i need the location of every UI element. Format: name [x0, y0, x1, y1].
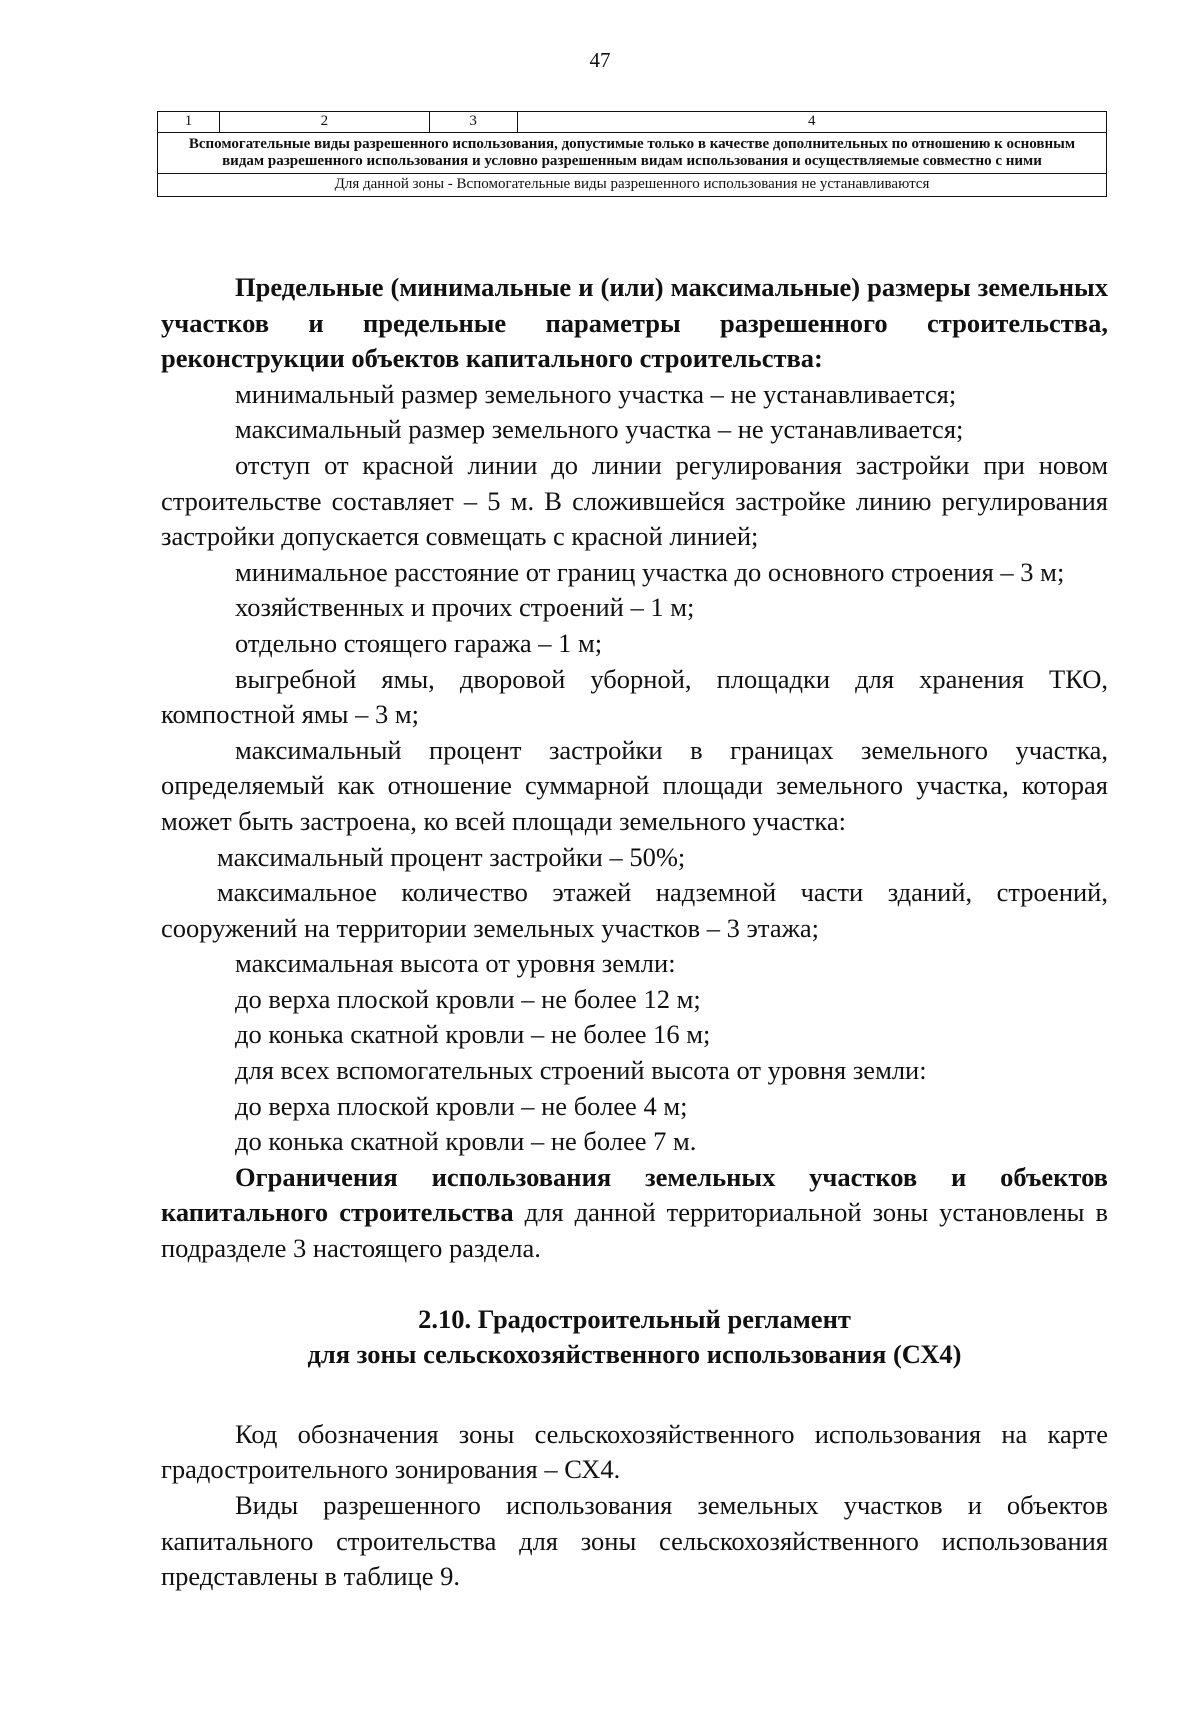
column-number-4: 4: [517, 112, 1106, 133]
max-height-title: максимальная высота от уровня земли:: [235, 948, 676, 979]
section-title-line1: 2.10. Градостроительный регламент: [418, 1303, 851, 1334]
max-coverage-definition: максимальный процент застройки в границах земельного участка, определяемый как отношение суммарной площади земельного участка, которая может быть застроена, ко всей площади земельного участка:: [161, 734, 1108, 836]
page-number: 47: [589, 48, 611, 72]
cesspit-distance: выгребной ямы, дворовой уборной, площадки для хранения ТКО, компостной ямы – 3 м;: [161, 663, 1108, 730]
max-floors: максимальное количество этажей надземной части зданий, строений, сооружений на территории земельных участков – 3 этажа;: [161, 877, 1108, 943]
limits-heading: Предельные (минимальные и (или) максимальные) размеры земельных участков и предельные параметры разрешенного строительства, реконструкции объектов капитального строительства:: [161, 272, 1108, 374]
column-number-3: 3: [429, 112, 517, 133]
table-note: Для данной зоны - Вспомогательные виды разрешенного использования не устанавливаются: [158, 173, 1107, 196]
column-number-1: 1: [158, 112, 220, 133]
restrictions-bold: Ограничения использования земельных участков и объектов капитального строительства: [161, 1161, 1108, 1228]
document-body: [161, 270, 1108, 1595]
permitted-types-paragraph: Виды разрешенного использования земельных участков и объектов капитального строительства для зоны сельскохозяйственного использования представлены в таблице 9.: [161, 1490, 1108, 1592]
household-buildings: хозяйственных и прочих строений – 1 м;: [235, 592, 695, 623]
table-column-numbers-row: [158, 112, 1107, 133]
aux-height-title: для всех вспомогательных строений высота от уровня земли:: [235, 1055, 927, 1086]
zone-code-paragraph: Код обозначения зоны сельскохозяйственного использования на карте градостроительного зонирования – СХ4.: [161, 1418, 1108, 1485]
max-coverage-value: максимальный процент застройки – 50%;: [217, 841, 686, 872]
permitted-use-table: [157, 111, 1107, 197]
min-area: минимальный размер земельного участка – не устанавливается;: [235, 378, 957, 409]
detached-garage: отдельно стоящего гаража – 1 м;: [235, 627, 603, 658]
table-section-title: Вспомогательные виды разрешенного использования, допустимые только в качестве дополнительных по отношению к основным видам разрешенного использования и условно разрешенным видам использования и осуществляемые совместно с ними: [158, 133, 1107, 174]
restrictions-paragraph: [161, 1160, 1108, 1267]
column-number-2: 2: [219, 112, 429, 133]
setback-red-line: отступ от красной линии до линии регулирования застройки при новом строительстве составляет – 5 м. В сложившейся застройке линию регулирования застройки допускается совмещать с красной линией;: [161, 449, 1108, 552]
table-section-row: [158, 133, 1107, 174]
table-note-row: [158, 173, 1107, 196]
pitched-roof-height: до конька скатной кровли – не более 16 м;: [235, 1019, 711, 1050]
min-distance-main: минимальное расстояние от границ участка до основного строения – 3 м;: [235, 556, 1065, 587]
aux-flat-roof-height: до верха плоской кровли – не более 4 м;: [235, 1090, 688, 1121]
aux-pitched-roof-height: до конька скатной кровли – не более 7 м.: [235, 1126, 697, 1157]
section-title-line2: для зоны сельскохозяйственного использования (СХ4): [307, 1339, 962, 1370]
max-area: максимальный размер земельного участка – не устанавливается;: [235, 414, 964, 445]
restrictions-rest: для данной территориальной зоны установлены в подразделе 3 настоящего раздела.: [161, 1197, 1108, 1264]
flat-roof-height: до верха плоской кровли – не более 12 м;: [235, 983, 701, 1014]
